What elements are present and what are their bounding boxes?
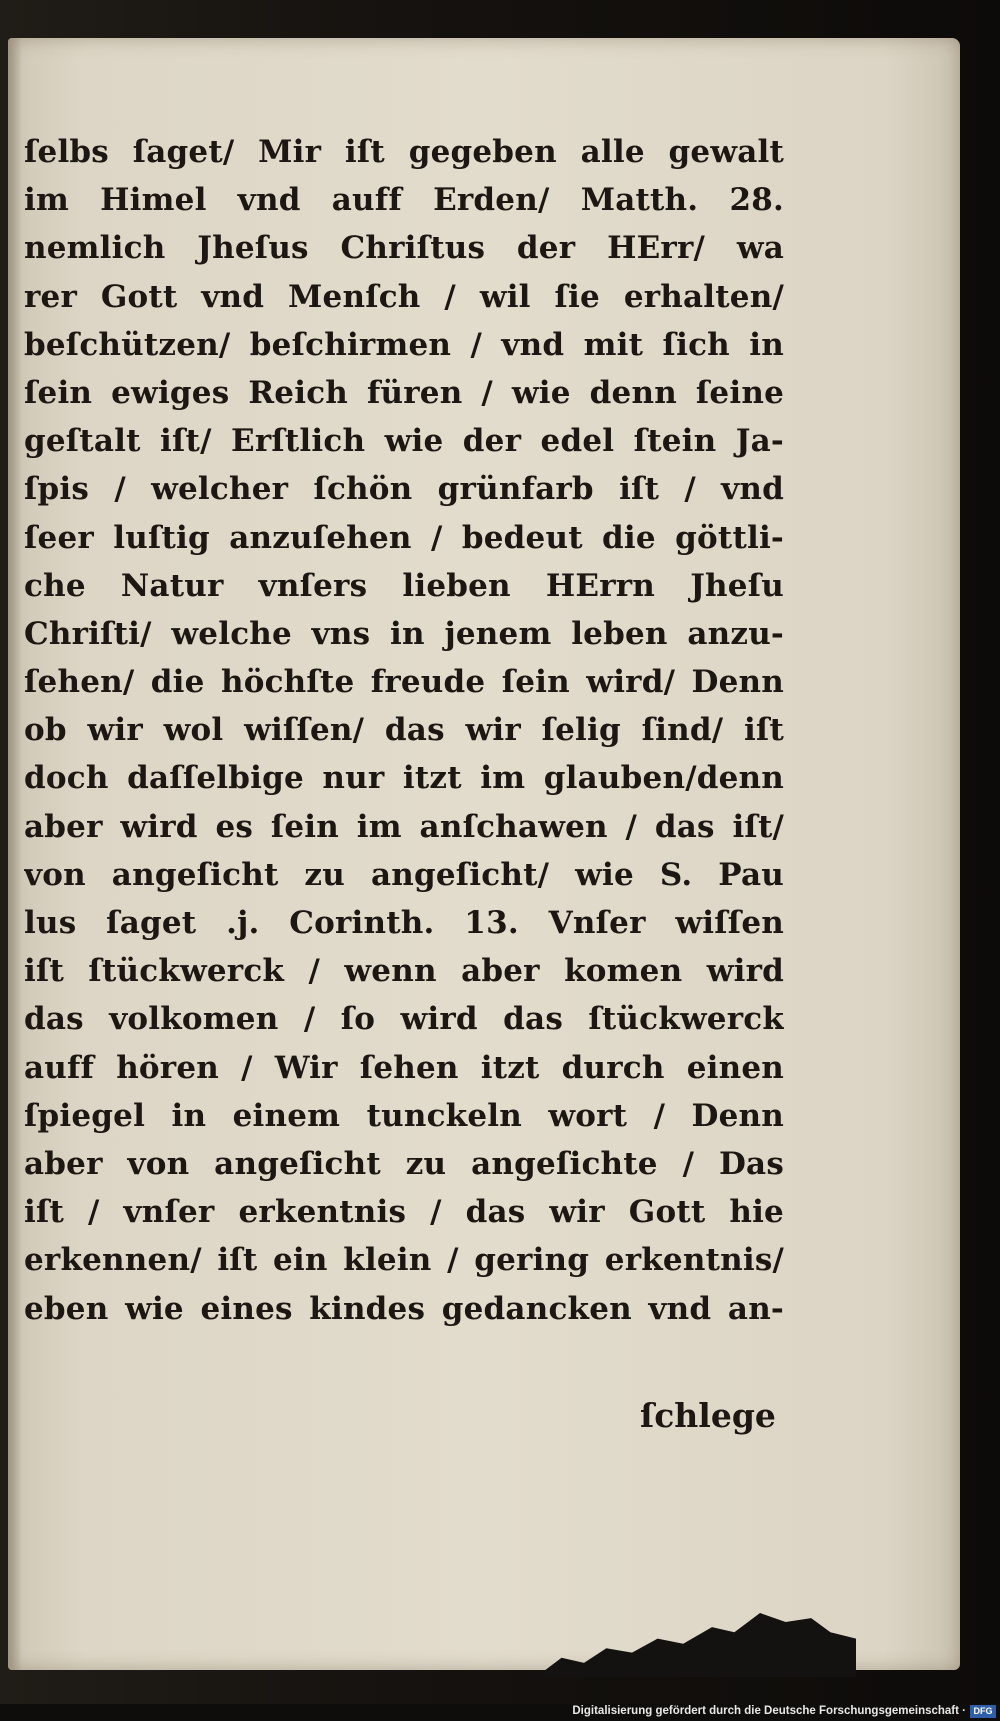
text-line: ſpiegel in einem tunckeln wort / Denn <box>24 1097 784 1134</box>
page-text <box>24 128 784 1333</box>
text-line: aber wird es ſein im anſchawen / das iſt/ <box>24 808 784 845</box>
page-damage <box>536 1613 856 1677</box>
text-line: auff hören / Wir ſehen itzt durch einen <box>24 1049 784 1086</box>
text-line: das volkomen / ſo wird das ſtückwerck <box>24 1001 784 1038</box>
catchword: ſchlege <box>640 1396 776 1435</box>
dfg-logo-icon: DFG <box>970 1705 996 1718</box>
text-line: ſein ewiges Reich füren / wie denn ſeine <box>24 374 784 411</box>
text-line: lus ſaget .j. Corinth. 13. Vnſer wiſſen <box>24 905 784 941</box>
text-line: iſt / vnſer erkentnis / das wir Gott hie <box>24 1194 784 1231</box>
text-line: nemlich Jheſus Chriſtus der HErr/ wa <box>24 230 784 267</box>
text-line: beſchützen/ beſchirmen / vnd mit ſich in <box>24 326 784 363</box>
text-line: ſelbs ſaget/ Mir iſt gegeben alle gewalt <box>24 134 784 170</box>
text-line: erkennen/ iſt ein klein / gering erkentnis/ <box>24 1242 784 1279</box>
text-line: geſtalt iſt/ Erſtlich wie der edel ſtein Ja- <box>24 423 784 460</box>
text-line: eben wie eines kindes gedancken vnd an- <box>24 1290 784 1327</box>
page-gutter-shadow <box>8 38 22 1670</box>
text-line: ſpis / welcher ſchön grünfarb iſt / vnd <box>24 471 784 508</box>
text-line: iſt ſtückwerck / wenn aber komen wird <box>24 953 784 990</box>
funding-credit: Digitalisierung gefördert durch die Deutsche Forschungsgemeinschaft · <box>572 1705 966 1717</box>
text-line: von angeſicht zu angeſicht/ wie S. Pau <box>24 856 784 893</box>
text-line: rer Gott vnd Menſch / wil ſie erhalten/ <box>24 278 784 315</box>
text-line: doch daſſelbige nur itzt im glauben/denn <box>24 760 784 797</box>
text-line: che Natur vnſers lieben HErrn Jheſu <box>24 567 784 604</box>
text-line: aber von angeſicht zu angeſichte / Das <box>24 1145 784 1182</box>
text-line: ſehen/ die höchſte freude ſein wird/ Denn <box>24 664 784 701</box>
text-line: ob wir wol wiſſen/ das wir ſelig ſind/ iſt <box>24 712 784 749</box>
text-line: ſeer luſtig anzuſehen / bedeut die göttli- <box>24 519 784 556</box>
text-line: Chriſti/ welche vns in jenem leben anzu- <box>24 615 784 652</box>
text-line: im Himel vnd auff Erden/ Matth. 28. <box>24 182 784 219</box>
